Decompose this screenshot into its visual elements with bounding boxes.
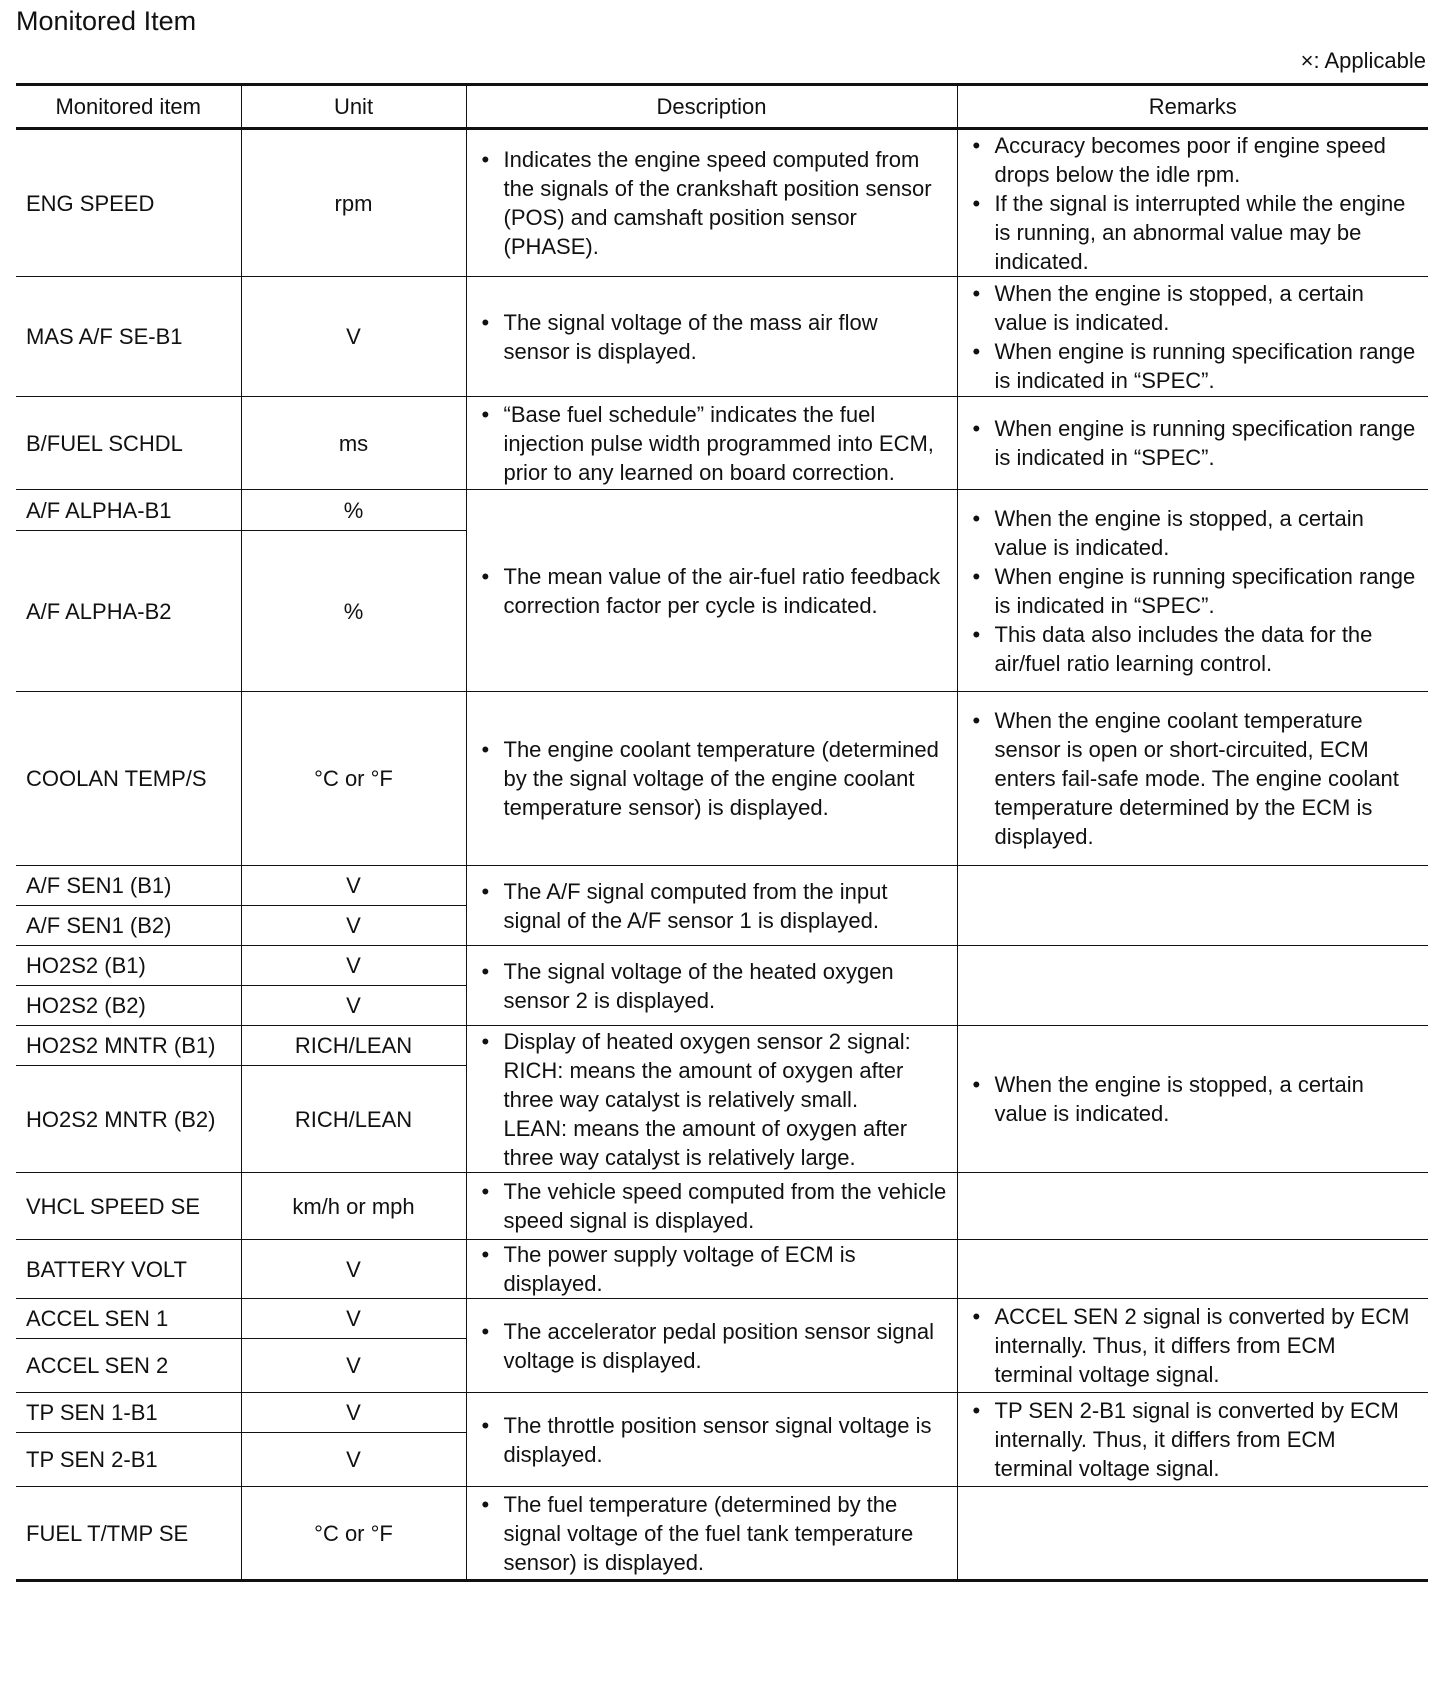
unit-cell: V <box>241 1393 466 1433</box>
item-cell: FUEL T/TMP SE <box>16 1487 241 1581</box>
applicable-legend: ×: Applicable <box>1300 48 1426 73</box>
unit-cell: V <box>241 946 466 986</box>
description-cell <box>466 1299 957 1393</box>
table-row <box>16 946 1428 986</box>
remark-bullet: • Accuracy becomes poor if engine speed drops below the idle rpm. <box>968 131 1419 189</box>
unit-cell: % <box>241 531 466 692</box>
description-bullet: • The mean value of the air-fuel ratio feedback correction factor per cycle is indicated. <box>477 562 947 620</box>
remark-bullet: • When engine is running specification range is indicated in “SPEC”. <box>968 414 1419 472</box>
table-row <box>16 129 1428 277</box>
item-cell: VHCL SPEED SE <box>16 1173 241 1240</box>
unit-cell: V <box>241 1240 466 1299</box>
description-bullet: • The power supply voltage of ECM is displayed. <box>477 1240 947 1298</box>
item-cell: COOLAN TEMP/S <box>16 692 241 866</box>
header-row <box>16 85 1428 129</box>
unit-cell: °C or °F <box>241 1487 466 1581</box>
remarks-cell <box>957 490 1428 692</box>
item-cell: A/F ALPHA-B2 <box>16 531 241 692</box>
remarks-cell <box>957 129 1428 277</box>
remarks-cell <box>957 1173 1428 1240</box>
unit-cell: V <box>241 906 466 946</box>
remark-bullet: • This data also includes the data for the air/fuel ratio learning control. <box>968 620 1419 678</box>
unit-cell: V <box>241 1433 466 1487</box>
remarks-cell <box>957 397 1428 490</box>
description-bullet: • The engine coolant temperature (determined by the signal voltage of the engine coolant temperature sensor) is displayed. <box>477 735 947 822</box>
table-row <box>16 490 1428 531</box>
unit-cell: RICH/LEAN <box>241 1066 466 1173</box>
description-cell <box>466 1240 957 1299</box>
item-cell: B/FUEL SCHDL <box>16 397 241 490</box>
description-cell <box>466 1173 957 1240</box>
description-cell <box>466 1026 957 1173</box>
remark-bullet: • If the signal is interrupted while the engine is running, an abnormal value may be indicated. <box>968 189 1419 276</box>
table-row <box>16 1173 1428 1240</box>
monitored-item-table <box>16 83 1428 1582</box>
item-cell: MAS A/F SE-B1 <box>16 277 241 397</box>
table-row <box>16 1026 1428 1066</box>
description-bullet: • The accelerator pedal position sensor signal voltage is displayed. <box>477 1317 947 1375</box>
unit-cell: V <box>241 866 466 906</box>
header-monitored-item: Monitored item <box>16 85 241 129</box>
unit-cell: V <box>241 986 466 1026</box>
description-line: RICH: means the amount of oxygen after three way catalyst is relatively small. <box>503 1057 904 1112</box>
description-cell <box>466 129 957 277</box>
remark-bullet: • TP SEN 2-B1 signal is converted by ECM internally. Thus, it differs from ECM terminal voltage signal. <box>968 1396 1419 1483</box>
description-bullet: • The signal voltage of the mass air flow sensor is displayed. <box>477 308 947 366</box>
description-bullet: • The vehicle speed computed from the vehicle speed signal is displayed. <box>477 1177 947 1235</box>
remarks-cell <box>957 866 1428 946</box>
description-line: LEAN: means the amount of oxygen after three way catalyst is relatively large. <box>503 1115 908 1170</box>
item-cell: ACCEL SEN 2 <box>16 1339 241 1393</box>
remarks-cell <box>957 1026 1428 1173</box>
table-row <box>16 692 1428 866</box>
table-row <box>16 866 1428 906</box>
table-row <box>16 1393 1428 1433</box>
unit-cell: V <box>241 1299 466 1339</box>
remark-bullet: • When the engine coolant temperature sensor is open or short-circuited, ECM enters fail-safe mode. The engine coolant temperature determined by the ECM is displayed. <box>968 706 1419 851</box>
remarks-cell <box>957 1299 1428 1393</box>
unit-cell: % <box>241 490 466 531</box>
item-cell: HO2S2 MNTR (B2) <box>16 1066 241 1173</box>
item-cell: HO2S2 (B1) <box>16 946 241 986</box>
remarks-cell <box>957 277 1428 397</box>
item-cell: ENG SPEED <box>16 129 241 277</box>
description-bullet: • The signal voltage of the heated oxygen sensor 2 is displayed. <box>477 957 947 1015</box>
unit-cell: rpm <box>241 129 466 277</box>
remarks-cell <box>957 1487 1428 1581</box>
remark-bullet: • When the engine is stopped, a certain value is indicated. <box>968 1070 1419 1128</box>
page-title: Monitored Item <box>16 6 197 36</box>
description-cell <box>466 277 957 397</box>
description-cell <box>466 946 957 1026</box>
item-cell: TP SEN 1-B1 <box>16 1393 241 1433</box>
item-cell: A/F SEN1 (B2) <box>16 906 241 946</box>
header-remarks: Remarks <box>957 85 1428 129</box>
remarks-cell <box>957 946 1428 1026</box>
description-bullet: • The A/F signal computed from the input signal of the A/F sensor 1 is displayed. <box>477 877 947 935</box>
description-cell <box>466 1487 957 1581</box>
description-cell <box>466 692 957 866</box>
remark-bullet: • ACCEL SEN 2 signal is converted by ECM internally. Thus, it differs from ECM terminal voltage signal. <box>968 1302 1419 1389</box>
unit-cell: km/h or mph <box>241 1173 466 1240</box>
table-row <box>16 397 1428 490</box>
description-bullet <box>477 1027 947 1172</box>
remark-bullet: • When engine is running specification range is indicated in “SPEC”. <box>968 337 1419 395</box>
item-cell: HO2S2 (B2) <box>16 986 241 1026</box>
item-cell: HO2S2 MNTR (B1) <box>16 1026 241 1066</box>
item-cell: A/F SEN1 (B1) <box>16 866 241 906</box>
description-cell <box>466 490 957 692</box>
description-bullet: • Indicates the engine speed computed from the signals of the crankshaft position sensor (POS) and camshaft position sensor (PHASE). <box>477 145 947 261</box>
header-description: Description <box>466 85 957 129</box>
description-cell <box>466 397 957 490</box>
description-bullet: • The fuel temperature (determined by the signal voltage of the fuel tank temperature sensor) is displayed. <box>477 1490 947 1577</box>
unit-cell: V <box>241 1339 466 1393</box>
item-cell: BATTERY VOLT <box>16 1240 241 1299</box>
description-cell <box>466 1393 957 1487</box>
table-row <box>16 1240 1428 1299</box>
item-cell: TP SEN 2-B1 <box>16 1433 241 1487</box>
remarks-cell <box>957 1240 1428 1299</box>
remark-bullet: • When the engine is stopped, a certain value is indicated. <box>968 504 1419 562</box>
remarks-cell <box>957 692 1428 866</box>
unit-cell: V <box>241 277 466 397</box>
description-bullet: • “Base fuel schedule” indicates the fuel injection pulse width programmed into ECM, prior to any learned on board correction. <box>477 400 947 487</box>
item-cell: A/F ALPHA-B1 <box>16 490 241 531</box>
unit-cell: RICH/LEAN <box>241 1026 466 1066</box>
table-row <box>16 1487 1428 1581</box>
remarks-cell <box>957 1393 1428 1487</box>
unit-cell: ms <box>241 397 466 490</box>
table-row <box>16 1299 1428 1339</box>
description-cell <box>466 866 957 946</box>
unit-cell: °C or °F <box>241 692 466 866</box>
description-bullet: • The throttle position sensor signal voltage is displayed. <box>477 1411 947 1469</box>
header-unit: Unit <box>241 85 466 129</box>
description-line: • Display of heated oxygen sensor 2 signal: <box>503 1028 911 1054</box>
table-row <box>16 277 1428 397</box>
remark-bullet: • When the engine is stopped, a certain value is indicated. <box>968 279 1419 337</box>
item-cell: ACCEL SEN 1 <box>16 1299 241 1339</box>
remark-bullet: • When engine is running specification range is indicated in “SPEC”. <box>968 562 1419 620</box>
